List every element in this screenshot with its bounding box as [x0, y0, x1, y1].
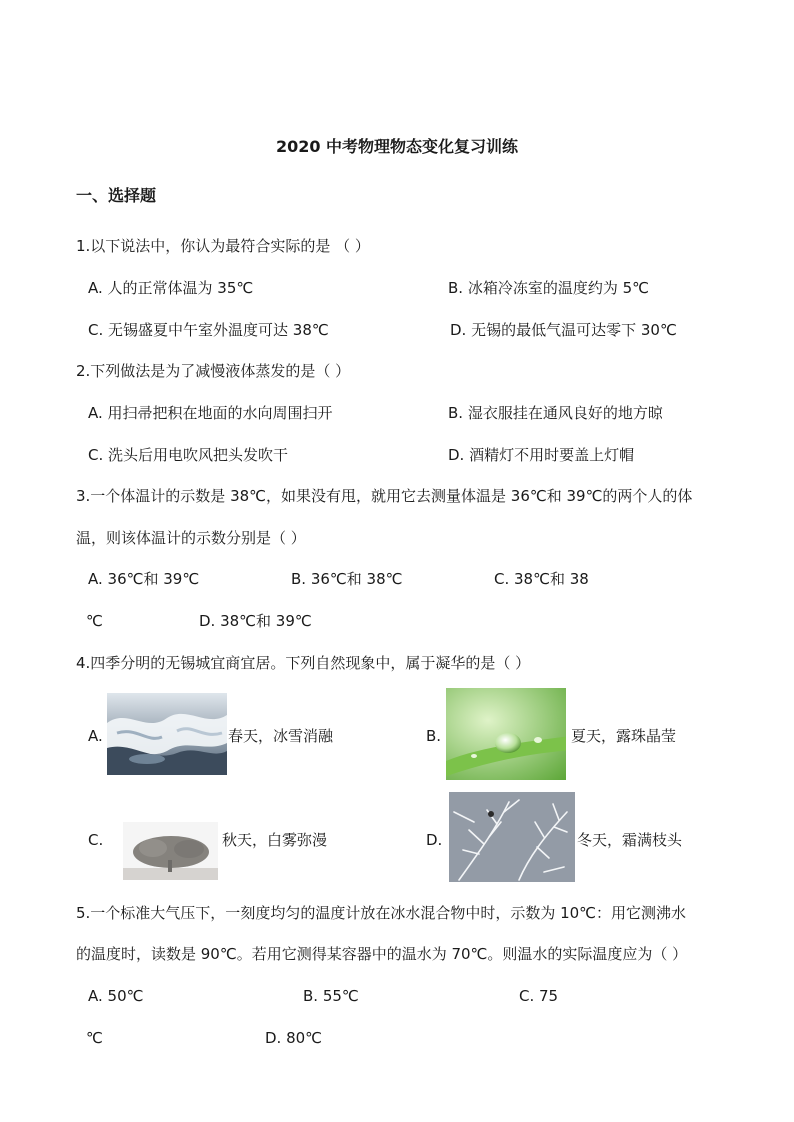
page-title: 2020 中考物理物态变化复习训练: [275, 137, 519, 156]
q1-option-a: A. 人的正常体温为 35℃: [88, 279, 254, 297]
q1-stem: 1.以下说法中，你认为最符合实际的是 （ ）: [76, 237, 370, 255]
section-heading: 一、选择题: [76, 186, 157, 205]
q5-stem-line2: 的温度时，读数是 90℃。若用它测得某容器中的温水为 70℃。则温水的实际温度应为（ ）: [76, 945, 688, 963]
q3-option-c-unit: ℃: [86, 612, 103, 630]
q1-option-b: B. 冰箱冷冻室的温度约为 5℃: [448, 279, 649, 297]
q5-stem-line1: 5.一个标准大气压下，一刻度均匀的温度计放在冰水混合物中时，示数为 10℃：用它测沸水: [76, 904, 687, 922]
q2-option-a: A. 用扫帚把积在地面的水向周围扫开: [88, 404, 333, 422]
q2-option-c: C. 洗头后用电吹风把头发吹干: [88, 446, 289, 464]
q3-option-b: B. 36℃和 38℃: [291, 570, 403, 588]
q3-option-d: D. 38℃和 39℃: [199, 612, 312, 630]
q4-option-b-letter: B.: [426, 727, 442, 745]
q3-stem-line2: 温，则该体温计的示数分别是（ ）: [76, 529, 306, 547]
q3-option-c: C. 38℃和 38: [494, 570, 589, 588]
q2-option-d: D. 酒精灯不用时要盖上灯帽: [448, 446, 635, 464]
q4-option-d-letter: D.: [426, 831, 443, 849]
q5-option-c-unit: ℃: [86, 1029, 103, 1047]
q4-stem: 4.四季分明的无锡城宜商宜居。下列自然现象中，属于凝华的是（ ）: [76, 654, 531, 672]
dew-drop-image: [446, 688, 566, 780]
q4-option-c-letter: C.: [88, 831, 104, 849]
q5-option-a: A. 50℃: [88, 987, 144, 1005]
q1-option-c: C. 无锡盛夏中午室外温度可达 38℃: [88, 321, 329, 339]
q2-stem: 2.下列做法是为了减慢液体蒸发的是（ ）: [76, 362, 351, 380]
q4-option-b-text: 夏天，露珠晶莹: [571, 727, 677, 745]
q3-stem-line1: 3.一个体温计的示数是 38℃，如果没有甩，就用它去测量体温是 36℃和 39℃的两个人的体: [76, 487, 693, 505]
q5-option-b: B. 55℃: [303, 987, 359, 1005]
q2-option-b: B. 湿衣服挂在通风良好的地方晾: [448, 404, 663, 422]
q5-option-d: D. 80℃: [265, 1029, 323, 1047]
q4-option-a-letter: A.: [88, 727, 103, 745]
fog-tree-image: [123, 822, 218, 880]
q4-option-d-text: 冬天，霜满枝头: [577, 831, 683, 849]
frost-branch-image: [449, 792, 575, 882]
q3-option-a: A. 36℃和 39℃: [88, 570, 200, 588]
q5-option-c: C. 75: [519, 987, 559, 1005]
q4-option-c-text: 秋天，白雾弥漫: [222, 831, 328, 849]
q4-option-a-text: 春天，冰雪消融: [228, 727, 334, 745]
melting-snow-image: [107, 693, 227, 775]
q1-option-d: D. 无锡的最低气温可达零下 30℃: [450, 321, 677, 339]
